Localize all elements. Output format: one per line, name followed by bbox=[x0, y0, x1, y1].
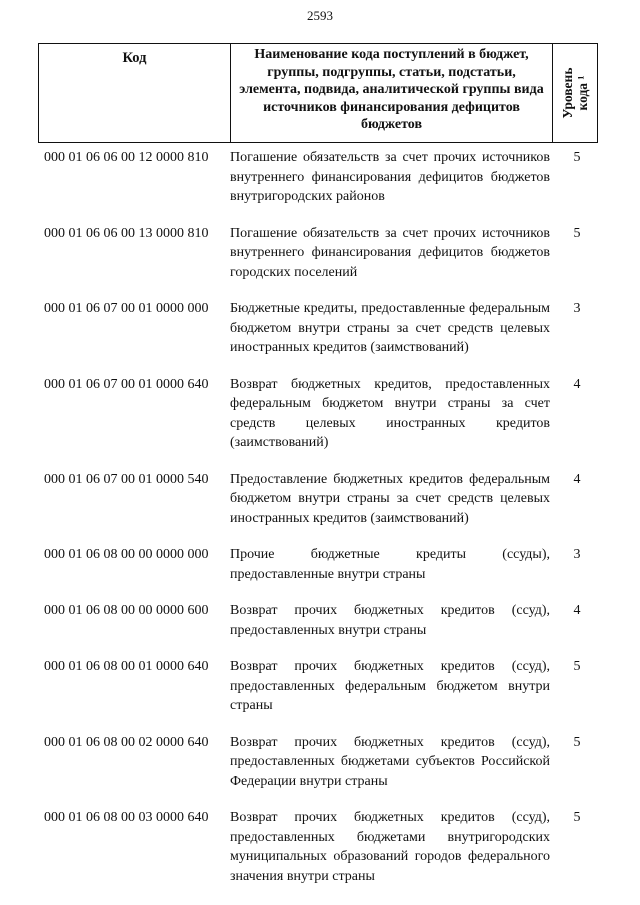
row-level: 4 bbox=[573, 471, 581, 487]
header-name: Наименование кода поступлений в бюджет, группы, подгруппы, статьи, подстатьи, элемента, подвида, аналитической группы вида источников финансирования дефицитов бюджетов bbox=[231, 44, 553, 142]
row-level: 5 bbox=[573, 659, 581, 674]
row-name: Прочие бюджетные кредиты (ссуды), предоставленные внутри страны bbox=[230, 547, 550, 582]
table-body bbox=[38, 148, 598, 903]
row-code: 000 01 06 08 00 03 0000 640 bbox=[44, 810, 209, 825]
row-code: 000 01 06 08 00 00 0000 600 bbox=[44, 603, 209, 618]
row-code: 000 01 06 08 00 01 0000 640 bbox=[44, 659, 209, 674]
row-name: Бюджетные кредиты, предоставленные федеральным бюджетом внутри страны за счет средств целевых иностранных кредитов (заимствований) bbox=[230, 301, 550, 355]
table-row bbox=[38, 601, 598, 640]
header-level-text bbox=[560, 68, 590, 119]
row-code: 000 01 06 06 00 12 0000 810 bbox=[44, 150, 209, 165]
row-name: Возврат прочих бюджетных кредитов (ссуд), предоставленных внутри страны bbox=[230, 603, 550, 638]
row-name: Возврат прочих бюджетных кредитов (ссуд), предоставленных федеральным бюджетом внутри страны bbox=[230, 659, 550, 713]
row-name: Предоставление бюджетных кредитов федеральным бюджетом внутри страны за счет средств целевых иностранных кредитов (заимствований) bbox=[230, 471, 550, 526]
table-row bbox=[38, 808, 598, 886]
row-level: 4 bbox=[573, 376, 581, 392]
row-code: 000 01 06 06 00 13 0000 810 bbox=[44, 225, 209, 241]
header-level bbox=[553, 44, 597, 142]
table-row bbox=[38, 733, 598, 792]
row-name: Погашение обязательств за счет прочих источников внутреннего финансирования дефицитов бюджетов внутригородских районов bbox=[230, 150, 550, 204]
table-row bbox=[38, 148, 598, 207]
row-code: 000 01 06 07 00 01 0000 000 bbox=[44, 301, 209, 316]
header-level-line1: Уровень bbox=[560, 67, 575, 119]
row-code: 000 01 06 07 00 01 0000 540 bbox=[44, 471, 209, 487]
row-level: 3 bbox=[573, 547, 581, 562]
header-level-line2: кода ¹ bbox=[575, 75, 590, 111]
table-header bbox=[38, 43, 598, 143]
header-code: Код bbox=[39, 44, 231, 142]
row-name: Погашение обязательств за счет прочих источников внутреннего финансирования дефицитов бюджетов городских поселений bbox=[230, 225, 550, 280]
row-code: 000 01 06 08 00 00 0000 000 bbox=[44, 547, 209, 562]
row-name: Возврат прочих бюджетных кредитов (ссуд), предоставленных бюджетами субъектов Российской Федерации внутри страны bbox=[230, 734, 550, 789]
row-level: 4 bbox=[573, 603, 581, 618]
row-level: 5 bbox=[573, 225, 581, 241]
table-row bbox=[38, 545, 598, 584]
row-level: 3 bbox=[573, 301, 581, 316]
page-number: 2593 bbox=[307, 8, 333, 23]
table-row bbox=[38, 299, 598, 358]
row-name: Возврат бюджетных кредитов, предоставленных федеральным бюджетом внутри страны за счет средств целевых иностранных кредитов (заимствований) bbox=[230, 376, 550, 450]
row-code: 000 01 06 07 00 01 0000 640 bbox=[44, 376, 209, 392]
row-code: 000 01 06 08 00 02 0000 640 bbox=[44, 734, 209, 750]
row-level: 5 bbox=[573, 150, 581, 165]
row-name: Возврат прочих бюджетных кредитов (ссуд), предоставленных бюджетами внутригородских муниципальных образований городов федерального значения внутри страны bbox=[230, 810, 550, 884]
row-level: 5 bbox=[573, 810, 581, 825]
table-row bbox=[38, 375, 598, 453]
table-row bbox=[38, 470, 598, 529]
table-row bbox=[38, 224, 598, 283]
row-level: 5 bbox=[573, 734, 581, 750]
table-row bbox=[38, 657, 598, 716]
